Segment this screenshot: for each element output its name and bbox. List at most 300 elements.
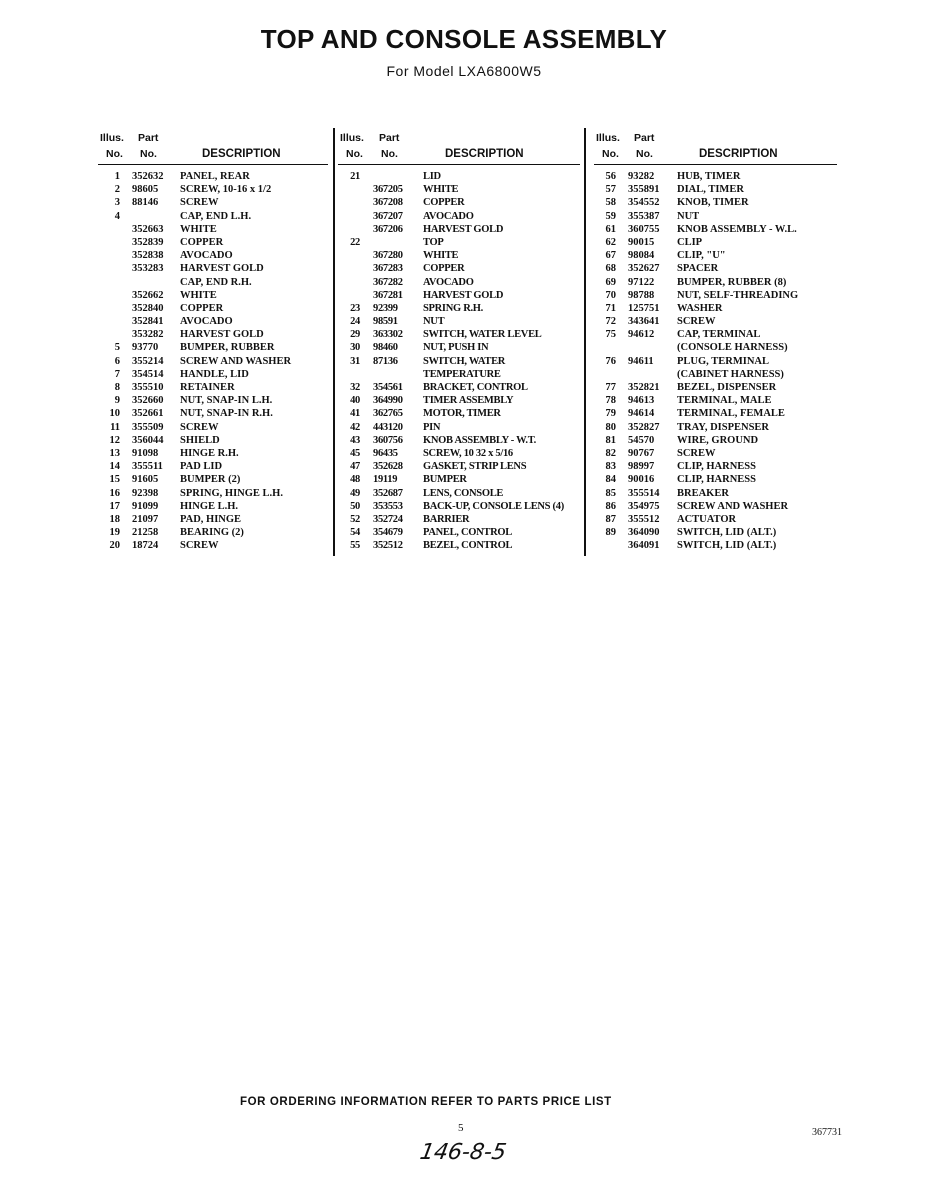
illus-no: 15 — [109, 474, 120, 486]
parts-row — [98, 341, 328, 354]
description: CAP, TERMINAL — [677, 329, 761, 341]
description: WIRE, GROUND — [677, 434, 759, 446]
description: NUT, PUSH IN — [423, 342, 489, 354]
parts-row — [338, 500, 580, 513]
illus-no: 68 — [605, 263, 616, 275]
parts-row — [338, 341, 580, 354]
part-no: 98084 — [628, 250, 655, 262]
parts-row — [98, 236, 328, 249]
part-no: 355387 — [628, 210, 660, 222]
description: SHIELD — [180, 434, 220, 446]
description: HANDLE, LID — [180, 368, 249, 380]
parts-row — [594, 276, 837, 289]
part-no: 362765 — [373, 408, 403, 420]
illus-no: 3 — [114, 197, 120, 209]
description: SCREW — [180, 540, 219, 552]
description: SPRING, HINGE L.H. — [180, 487, 283, 499]
part-no: 19119 — [373, 474, 398, 486]
part-no: 367282 — [373, 276, 403, 288]
header-description: DESCRIPTION — [202, 148, 281, 160]
part-no: 98788 — [628, 289, 655, 301]
part-no: 54570 — [628, 434, 655, 446]
illus-no: 5 — [114, 342, 120, 354]
parts-row — [594, 539, 837, 552]
part-no: 354552 — [628, 197, 660, 209]
description: AVOCADO — [423, 276, 474, 288]
description: BEZEL, DISPENSER — [677, 382, 777, 393]
illus-no: 79 — [605, 408, 616, 420]
illus-no: 45 — [350, 447, 360, 459]
illus-no: 40 — [350, 395, 360, 407]
part-no: 352512 — [373, 540, 403, 552]
description: (CONSOLE HARNESS) — [677, 342, 788, 354]
description: LID — [423, 171, 441, 182]
parts-row — [338, 434, 580, 447]
illus-no: 23 — [350, 302, 360, 314]
illus-no: 77 — [605, 382, 616, 393]
parts-row — [594, 421, 837, 434]
header-illus: Illus. — [340, 132, 364, 144]
part-no: 98460 — [373, 342, 398, 354]
part-no: 93282 — [628, 171, 655, 182]
page-number: 5 — [458, 1122, 464, 1134]
description: SWITCH, LID (ALT.) — [677, 527, 777, 539]
parts-row — [594, 223, 837, 236]
part-no: 90767 — [628, 447, 655, 459]
part-no: 90015 — [628, 236, 655, 248]
illus-no: 57 — [605, 184, 616, 196]
header-description: DESCRIPTION — [699, 148, 778, 160]
description: HARVEST GOLD — [423, 289, 504, 301]
part-no: 355514 — [628, 487, 660, 499]
description: LENS, CONSOLE — [423, 487, 504, 499]
part-no: 21097 — [132, 513, 159, 525]
parts-row — [98, 315, 328, 328]
part-no: 364091 — [628, 540, 660, 552]
illus-no: 52 — [350, 513, 360, 525]
parts-row — [338, 473, 580, 486]
description: TEMPERATURE — [423, 368, 501, 380]
description: COPPER — [423, 197, 465, 209]
part-no: 364990 — [373, 395, 403, 407]
part-no: 355214 — [132, 355, 164, 367]
description: BRACKET, CONTROL — [423, 382, 528, 393]
description: CLIP, "U" — [677, 250, 726, 262]
description: AVOCADO — [180, 316, 233, 328]
description: BUMPER, RUBBER — [180, 342, 275, 354]
description: CLIP, HARNESS — [677, 474, 756, 486]
part-no: 355891 — [628, 184, 660, 196]
description: KNOB, TIMER — [677, 197, 749, 209]
part-no: 94611 — [628, 355, 654, 367]
part-no: 98591 — [373, 316, 398, 328]
illus-no: 21 — [350, 171, 360, 182]
description: PIN — [423, 421, 441, 433]
part-no: 352661 — [132, 408, 164, 420]
part-no: 367208 — [373, 197, 403, 209]
illus-no: 83 — [605, 461, 616, 473]
illus-no: 81 — [605, 434, 616, 446]
description: PANEL, CONTROL — [423, 527, 512, 539]
parts-row — [338, 355, 580, 368]
description: BACK-UP, CONSOLE LENS (4) — [423, 500, 564, 512]
part-no: 91098 — [132, 447, 159, 459]
illus-no: 76 — [605, 355, 616, 367]
parts-row — [98, 381, 328, 394]
description: SCREW — [677, 316, 716, 328]
part-no: 354561 — [373, 382, 403, 393]
parts-row — [98, 513, 328, 526]
column-divider — [584, 128, 586, 556]
document-number: 367731 — [812, 1127, 842, 1138]
part-no: 352827 — [628, 421, 660, 433]
illus-no: 56 — [605, 171, 616, 182]
part-no: 353283 — [132, 263, 164, 275]
illus-no: 7 — [114, 368, 120, 380]
header-part: Part — [379, 132, 400, 144]
parts-row — [98, 183, 328, 196]
part-no: 352841 — [132, 316, 164, 328]
parts-column-3 — [594, 130, 837, 552]
part-no: 352724 — [373, 513, 403, 525]
part-no: 125751 — [628, 302, 660, 314]
parts-row — [338, 526, 580, 539]
header-part-no: No. — [140, 148, 157, 160]
header-illus: Illus. — [596, 132, 620, 144]
description: BEARING (2) — [180, 527, 244, 539]
part-no: 94612 — [628, 329, 655, 341]
parts-row — [98, 473, 328, 486]
parts-row — [98, 170, 328, 183]
parts-row — [338, 302, 580, 315]
illus-no: 4 — [114, 210, 120, 222]
description: HARVEST GOLD — [423, 223, 504, 235]
part-no: 355512 — [628, 513, 660, 525]
illus-no: 31 — [350, 355, 360, 367]
illus-no: 48 — [350, 474, 360, 486]
description: KNOB ASSEMBLY - W.L. — [677, 223, 797, 235]
illus-no: 24 — [350, 316, 360, 328]
description: KNOB ASSEMBLY - W.T. — [423, 434, 536, 446]
part-no: 91099 — [132, 500, 159, 512]
description: TRAY, DISPENSER — [677, 421, 770, 433]
illus-no: 19 — [109, 527, 120, 539]
description: WHITE — [423, 184, 459, 196]
parts-row — [338, 539, 580, 552]
illus-no: 6 — [114, 355, 120, 367]
part-no: 91605 — [132, 474, 159, 486]
header-no: No. — [106, 148, 123, 160]
parts-row — [594, 487, 837, 500]
description: BARRIER — [423, 513, 470, 525]
header-part: Part — [138, 132, 159, 144]
part-no: 367207 — [373, 210, 403, 222]
part-no: 355509 — [132, 421, 164, 433]
illus-no: 80 — [605, 421, 616, 433]
parts-row — [594, 368, 837, 381]
parts-row — [338, 315, 580, 328]
parts-row — [98, 394, 328, 407]
part-no: 364090 — [628, 527, 660, 539]
part-no: 98997 — [628, 461, 655, 473]
parts-row — [594, 407, 837, 420]
description: PAD LID — [180, 461, 223, 473]
part-no: 96435 — [373, 447, 398, 459]
parts-row — [98, 447, 328, 460]
illus-no: 17 — [109, 500, 120, 512]
parts-row — [98, 210, 328, 223]
description: CAP, END R.H. — [180, 276, 252, 288]
part-no: 360755 — [628, 223, 660, 235]
description: AVOCADO — [180, 250, 233, 262]
description: SPACER — [677, 263, 719, 275]
parts-row — [98, 487, 328, 500]
description: PLUG, TERMINAL — [677, 355, 769, 367]
part-no: 367205 — [373, 184, 403, 196]
part-no: 88146 — [132, 197, 159, 209]
ordering-note: FOR ORDERING INFORMATION REFER TO PARTS PRICE LIST — [240, 1096, 612, 1108]
description: BUMPER, RUBBER (8) — [677, 276, 787, 288]
part-no: 98605 — [132, 184, 159, 196]
part-no: 352632 — [132, 171, 164, 182]
illus-no: 69 — [605, 276, 616, 288]
illus-no: 87 — [605, 513, 616, 525]
description: SCREW — [180, 421, 219, 433]
part-no: 367280 — [373, 250, 403, 262]
description: PANEL, REAR — [180, 171, 250, 182]
parts-row — [338, 210, 580, 223]
parts-row — [338, 368, 580, 381]
part-no: 352687 — [373, 487, 403, 499]
illus-no: 18 — [109, 513, 120, 525]
illus-no: 1 — [114, 171, 120, 182]
parts-row — [338, 381, 580, 394]
illus-no: 43 — [350, 434, 360, 446]
part-no: 21258 — [132, 527, 159, 539]
header-illus: Illus. — [100, 132, 124, 144]
parts-row — [594, 302, 837, 315]
parts-row — [98, 328, 328, 341]
part-no: 352628 — [373, 461, 403, 473]
parts-row — [338, 196, 580, 209]
part-no: 18724 — [132, 540, 159, 552]
parts-row — [594, 170, 837, 183]
column-header — [98, 130, 328, 165]
description: HUB, TIMER — [677, 171, 741, 182]
description: NUT, SNAP-IN R.H. — [180, 408, 273, 420]
column-header — [338, 130, 580, 165]
handwritten-note: 146-8-5 — [417, 1140, 509, 1165]
illus-no: 59 — [605, 210, 616, 222]
description: (CABINET HARNESS) — [677, 368, 784, 380]
header-description: DESCRIPTION — [445, 148, 524, 160]
illus-no: 29 — [350, 329, 360, 341]
illus-no: 14 — [109, 461, 120, 473]
part-no: 90016 — [628, 474, 655, 486]
part-no: 352840 — [132, 302, 164, 314]
parts-row — [594, 434, 837, 447]
illus-no: 9 — [114, 395, 120, 407]
parts-row — [98, 289, 328, 302]
parts-row — [98, 526, 328, 539]
parts-row — [594, 447, 837, 460]
illus-no: 10 — [109, 408, 120, 420]
header-no: No. — [346, 148, 363, 160]
description: SWITCH, LID (ALT.) — [677, 540, 777, 552]
parts-row — [594, 249, 837, 262]
model-subtitle: For Model LXA6800W5 — [386, 63, 542, 79]
illus-no: 16 — [109, 487, 120, 499]
parts-row — [98, 500, 328, 513]
illus-no: 20 — [109, 540, 120, 552]
description: COPPER — [180, 236, 224, 248]
column-header — [594, 130, 837, 165]
part-no: 352839 — [132, 236, 164, 248]
parts-row — [338, 236, 580, 249]
parts-row — [338, 394, 580, 407]
part-no: 352663 — [132, 223, 164, 235]
illus-no: 55 — [350, 540, 360, 552]
parts-row — [338, 183, 580, 196]
part-no: 92398 — [132, 487, 159, 499]
parts-row — [594, 289, 837, 302]
parts-row — [98, 368, 328, 381]
part-no: 94613 — [628, 395, 655, 407]
illus-no: 54 — [350, 527, 360, 539]
parts-row — [98, 421, 328, 434]
description: PAD, HINGE — [180, 513, 242, 525]
part-no: 343641 — [628, 316, 660, 328]
description: CLIP — [677, 236, 703, 248]
parts-row — [594, 355, 837, 368]
illus-no: 11 — [110, 421, 120, 433]
part-no: 354975 — [628, 500, 660, 512]
part-no: 360756 — [373, 434, 403, 446]
part-no: 355510 — [132, 382, 164, 393]
parts-row — [594, 328, 837, 341]
header-part-no: No. — [381, 148, 398, 160]
illus-no: 72 — [605, 316, 616, 328]
part-no: 97122 — [628, 276, 655, 288]
illus-no: 71 — [605, 302, 616, 314]
description: HARVEST GOLD — [180, 263, 264, 275]
description: CAP, END L.H. — [180, 210, 252, 222]
illus-no: 86 — [605, 500, 616, 512]
illus-no: 62 — [605, 236, 616, 248]
parts-row — [338, 262, 580, 275]
parts-row — [98, 262, 328, 275]
description: BREAKER — [677, 487, 729, 499]
description: RETAINER — [180, 382, 235, 393]
illus-no: 30 — [350, 342, 360, 354]
description: WHITE — [423, 250, 459, 262]
parts-row — [98, 460, 328, 473]
illus-no: 78 — [605, 395, 616, 407]
header-part-no: No. — [636, 148, 653, 160]
part-no: 353282 — [132, 329, 164, 341]
part-no: 355511 — [132, 461, 163, 473]
illus-no: 75 — [605, 329, 616, 341]
parts-row — [594, 381, 837, 394]
description: SCREW, 10 32 x 5/16 — [423, 447, 513, 459]
parts-row — [594, 513, 837, 526]
description: ACTUATOR — [677, 513, 737, 525]
part-no: 356044 — [132, 434, 164, 446]
parts-row — [594, 394, 837, 407]
description: SWITCH, WATER LEVEL — [423, 329, 542, 341]
description: TERMINAL, FEMALE — [677, 408, 785, 420]
description: HINGE L.H. — [180, 500, 239, 512]
part-no: 352838 — [132, 250, 164, 262]
parts-row — [594, 196, 837, 209]
parts-row — [594, 262, 837, 275]
parts-row — [338, 276, 580, 289]
parts-row — [338, 223, 580, 236]
description: WASHER — [677, 302, 723, 314]
description: NUT, SNAP-IN L.H. — [180, 395, 273, 407]
parts-row — [338, 328, 580, 341]
parts-row — [338, 249, 580, 262]
description: SCREW AND WASHER — [180, 355, 292, 367]
part-no: 94614 — [628, 408, 655, 420]
part-no: 352627 — [628, 263, 660, 275]
parts-row — [98, 302, 328, 315]
part-no: 87136 — [373, 355, 398, 367]
part-no: 443120 — [373, 421, 403, 433]
illus-no: 32 — [350, 382, 360, 393]
illus-no: 8 — [114, 382, 120, 393]
parts-row — [594, 460, 837, 473]
description: SCREW AND WASHER — [677, 500, 789, 512]
part-no: 367283 — [373, 263, 403, 275]
description: SCREW — [677, 447, 716, 459]
header-part: Part — [634, 132, 655, 144]
parts-row — [338, 170, 580, 183]
illus-no: 70 — [605, 289, 616, 301]
description: MOTOR, TIMER — [423, 408, 501, 420]
illus-no: 49 — [350, 487, 360, 499]
description: TERMINAL, MALE — [677, 395, 772, 407]
description: SCREW, 10-16 x 1/2 — [180, 184, 272, 196]
parts-row — [594, 315, 837, 328]
part-no: 352821 — [628, 382, 660, 393]
parts-row — [594, 526, 837, 539]
description: BUMPER — [423, 474, 467, 486]
column-divider — [333, 128, 335, 556]
description: CLIP, HARNESS — [677, 461, 756, 473]
parts-row — [338, 289, 580, 302]
parts-row — [98, 539, 328, 552]
description: DIAL, TIMER — [677, 184, 744, 196]
part-no: 367206 — [373, 223, 403, 235]
description: HARVEST GOLD — [180, 329, 264, 341]
illus-no: 58 — [605, 197, 616, 209]
parts-row — [338, 447, 580, 460]
part-no: 354679 — [373, 527, 403, 539]
illus-no: 50 — [350, 500, 360, 512]
description: TOP — [423, 236, 444, 248]
parts-row — [98, 249, 328, 262]
parts-row — [338, 460, 580, 473]
part-no: 354514 — [132, 368, 164, 380]
parts-row — [338, 487, 580, 500]
part-no: 367281 — [373, 289, 403, 301]
description: AVOCADO — [423, 210, 474, 222]
description: SPRING R.H. — [423, 302, 483, 314]
description: BEZEL, CONTROL — [423, 540, 513, 552]
parts-row — [98, 196, 328, 209]
parts-row — [594, 500, 837, 513]
